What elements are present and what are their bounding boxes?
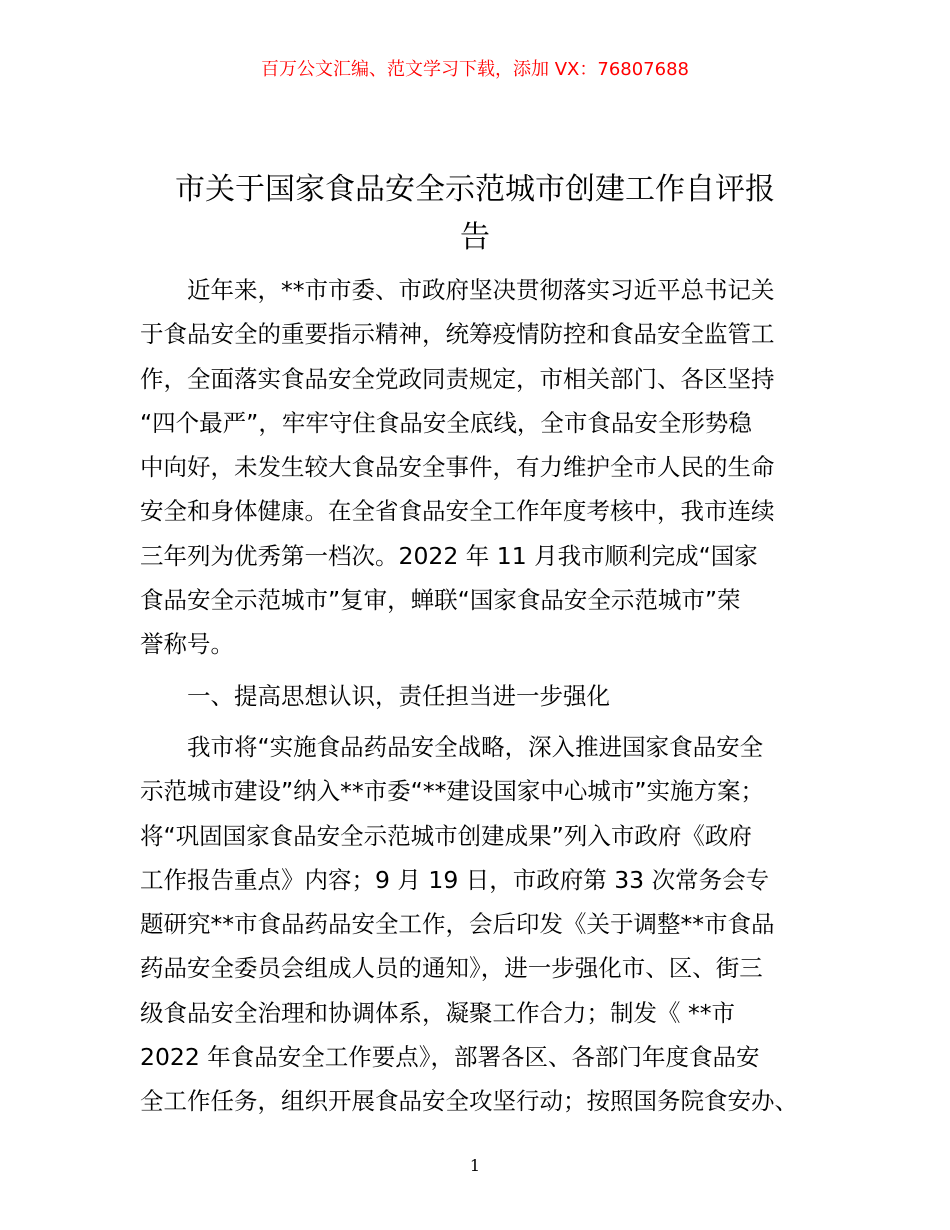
paragraph-section-1 [140,725,830,1124]
title-line-1: 市关于国家食品安全示范城市创建工作自评报 [175,172,775,207]
text-line: 于食品安全的重要指示精神，统筹疫情防控和食品安全监管工 [140,320,775,349]
text-line: 近年来，**市市委、市政府坚决贯彻落实习近平总书记关 [140,276,775,304]
text-line: 食品安全示范城市”复审，蝉联“国家食品安全示范城市”荣 [140,586,741,615]
paragraph-intro [140,268,830,667]
text-line: 示范城市建设”纳入**市委“**建设国家中心城市”实施方案； [140,777,765,806]
text-line: 级食品安全治理和协调体系，凝聚工作合力；制发《 **市 [140,998,735,1027]
document-title [140,166,810,262]
text-line: 全工作任务，组织开展食品安全攻坚行动；按照国务院食安办、 [140,1087,798,1116]
text-line: 中向好，未发生较大食品安全事件，有力维护全市人民的生命 [140,453,775,482]
watermark-banner: 百万公文汇编、范文学习下载，添加 VX：76807688 [261,59,689,80]
title-line-2: 告 [460,220,490,255]
text-line: 题研究**市食品药品安全工作，会后印发《关于调整**市食品 [140,910,775,939]
text-line: 药品安全委员会组成人员的通知》，进一步强化市、区、街三 [140,954,763,983]
text-line: 将“巩固国家食品安全示范城市创建成果”列入市政府《政府 [140,821,752,850]
text-line: 2022 年食品安全工作要点》，部署各区、各部门年度食品安 [140,1043,760,1072]
text-line: 安全和身体健康。在全省食品安全工作年度考核中，我市连续 [140,497,775,526]
text-line: 我市将“实施食品药品安全战略，深入推进国家食品安全 [140,732,764,761]
text-line: 工作报告重点》内容；9 月 19 日，市政府第 33 次常务会专 [140,865,770,894]
text-line: “四个最严”，牢牢守住食品安全底线，全市食品安全形势稳 [140,408,752,437]
page-number: 1 [469,1156,481,1175]
section-heading-1 [140,674,830,718]
document-body [140,268,830,1124]
text-line: 作，全面落实食品安全党政同责规定，市相关部门、各区坚持 [140,364,775,393]
heading-text: 一、提高思想认识，责任担当进一步强化 [140,681,610,710]
text-line: 誉称号。 [140,630,234,659]
text-line: 三年列为优秀第一档次。2022 年 11 月我市顺利完成“国家 [140,541,758,570]
